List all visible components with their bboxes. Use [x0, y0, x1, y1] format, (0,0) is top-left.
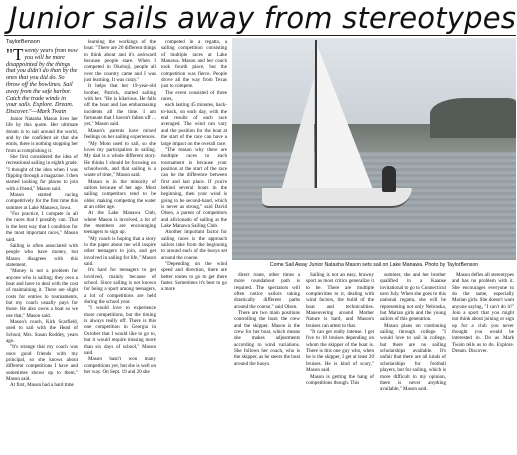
- article-paragraph: Sailing is often associated with people who have money, but Mason disagrees with this statement.: [6, 242, 78, 268]
- article-column-5: [306, 272, 374, 453]
- photo-caption: Come Sail Away Junior Natasha Mason sets sail on Lake Manawa. Photo by TaylorBenson: [269, 262, 479, 268]
- article-column-2: [84, 39, 156, 453]
- pull-quote: [6, 45, 78, 116]
- article-paragraph: Mason is in the minority of sailors because of her age. Most sailing competitors tend to be older, making competing the water at an older age.: [84, 178, 156, 210]
- article-paragraph: "It's strange that my coach was once good friends with my principal, so she knows about different competitions I have and sometimes shows up to them," Mason said.: [6, 344, 78, 383]
- article-paragraph: It's hard for teenagers to get involved, mainly because of school. Since sailing is not known for being a sport among teenagers, a lot of competitions are held during the school year.: [84, 267, 156, 306]
- article-paragraph: "Money is not a problem for anyone who is sailing; they own a boat and have to deal with the cost of maintaining it. There are slight costs for entries to tournaments, but my coach usually pays for those. He also owns a boat so we use that," Mason said.: [6, 268, 78, 319]
- headline: Junior sails away from stereotypes: [9, 1, 517, 35]
- article-paragraph: "My Mom used to sail, so she loves my participation in sailing. My dad is a whole different story. He thinks I should be focusing on schoolwork, and that sailing is a waste of time," Mason said.: [84, 140, 156, 179]
- article-paragraph: competed in a regatta, a sailing competition consisting of multiple races at Lake Manawa. Mason and her coach took fourth place, but the competition was fierce. People drove all the way from Texas just to compete.: [161, 39, 227, 90]
- article-paragraph: "The reason why there are multiple races to each tournament is because your position at the start of the race can be the difference between first and last place. If you're behind several boats in the beginning, then your wind is going to be second-hand, which is never as strong," said David Olsen, a parent of competitors and aficionado of sailing at the Lake Manawa Sailing Club.: [161, 146, 227, 229]
- article-paragraph: "I would love to experience more competitions, but the timing is always really off. There is this one competition in Georgia in October that I would like to go to, but it would require missing more than six days of school," Mason said.: [84, 305, 156, 356]
- article-paragraph: Mason's coach, Kirk Scarfield, used to sail with the Head of School, Mrs. Susan Roddey, years ago.: [6, 318, 78, 344]
- article-paragraph: "It can get really intense. I get five to 10 bruises depending on whom the skipper of the boat is. There is this one guy who, when he is the skipper, I get at least 20 bruises. He is kind of scary," Mason said.: [306, 329, 374, 374]
- article-paragraph: direct route, other times a more roundabout path is required. The spectators will often notice sailors taking drastically different paths around the course," said Olsen.: [234, 272, 300, 310]
- article-paragraph: At the Lake Manawa Club, where Mason is involved, a lot of the members are encouraging teenagers to sign up.: [84, 210, 156, 236]
- article-paragraph: "For practice, I compete in all the races that I possibly can. That is the best way that I condition for the most important races," Mason said.: [6, 211, 78, 243]
- article-column-6: [380, 272, 446, 453]
- article-paragraph: The event consisted of three races,: [161, 89, 227, 103]
- article-paragraph: Another important factor for sailing races is the approach sailors take from the beginning to around each of the buoys set around the course.: [161, 229, 227, 261]
- photo-trees: [430, 98, 516, 138]
- article-paragraph: It helps that her 19-year-old brother, Patrick, started sailing with her. "He is hilarious. He falls off the boat and has embarrassing incidents all the time. I am fortunate that I haven't fallen off ... yet," Mason said.: [84, 83, 156, 128]
- article-paragraph: Sailing is not an easy, brawny sport as most critics generalize it to be. There are multiple complexities to it, dealing with wind factors, the build of the boat and technicalities. Maneuvering around Mother Nature is hard, and Mason's bruises can attest to that.: [306, 272, 374, 329]
- photo-mast: [315, 40, 317, 200]
- headline-rule: [4, 35, 516, 36]
- photo-sailor: [382, 166, 396, 192]
- article-column-7: [452, 272, 514, 453]
- article-column-4: [234, 272, 300, 453]
- article-paragraph: "My coach is hoping that a story in the paper about me will inspire other teenagers to join, and get involved in sailing for life," Mason said.: [84, 235, 156, 268]
- pull-quote-dropcap: "T: [6, 45, 24, 64]
- pull-quote-text: wenty years from now you will be more disappointed by the things that you didn't do than by the ones that you did do. So throw off the bowlines. Sail away from the safe harbor. Catch the trade winds in your sails. Explore. Dream. Discover."—Mark Twain: [6, 48, 78, 116]
- article-column-1: [6, 39, 78, 453]
- article-paragraph: Mason hasn't won many competitions yet, but she is well on her way. On Sept. 19 and 20 she: [84, 356, 156, 375]
- photo-jib-sail: [280, 78, 314, 194]
- byline: TaylorBenson: [6, 39, 40, 45]
- article-paragraph: summer, she and her brother qualified in a Kaanse invitational to go to Connecticut next July. When she goes to this national regatta, she will be representing not only Nebraska, but Marian girls and the young sailors of this generation.: [380, 272, 446, 323]
- article-paragraph: Mason started racing competitively for the first time this summer at Lake Manawa, Iowa.: [6, 192, 78, 211]
- article-paragraph: Junior Natasha Mason lives her life by this quote. Her ultimate dream is to sail around the world, and by the confident air that she emits, there is nothing stopping her from accomplishing it.: [6, 115, 78, 154]
- article-paragraph: Mason plans on continuing sailing through college. "I would love to sail in college, but there are no sailing scholarships available. It's unfair that there are all kinds of scholarships for football players, but for sailing, which is more difficult in my opinion, there is never anything available," Mason said.: [380, 322, 446, 393]
- article-paragraph: She first considered the idea of recreational sailing in eighth grade. "I thought of the idea when I was flipping through a magazine. I then started looking for places to join with a friend," Mason said.: [6, 154, 78, 192]
- article-paragraph: learning the workings of the boat. "There are 20 different things to think about and it's awkward because people stare. When I competed in Okoboji, people all over the country came and I was just learning. It was crazy.": [84, 39, 156, 84]
- sailboat-photo: [232, 38, 516, 260]
- article-paragraph: Mason is getting the hang of competitions though. This: [306, 373, 374, 386]
- photo-main-sail: [316, 42, 374, 192]
- article-paragraph: Mason's parents have mixed feelings on her sailing experiences.: [84, 127, 156, 141]
- article-paragraph: "Depending on the wind speed and direction, there are better routes to go to get there faster. Sometimes it's best to go a more: [161, 261, 227, 293]
- article-paragraph: At first, Mason had a hard time: [10, 382, 74, 389]
- article-paragraph: Mason defies all stereotypes and has no problem with it. She encourages everyone to do the same, especially Marian girls. She doesn't want anyone saying, "I can't do it!" Join a sport that you might not think about joining or sign up for a club you never thought you would be interested in. Do as Mark Twain tells us to do. Explore. Dream. Discover.: [452, 272, 514, 355]
- article-column-3: [161, 39, 227, 453]
- article-paragraph: There are two main positions controlling the boat: the crew and the skipper. Mason is the crew for her boat, which means she makes adjustments according to wind variations. She follows her coach, who is the skipper, as he steers the boat around the buoys.: [234, 310, 300, 367]
- article-paragraph: each lasting 45 minutes, back-to-back, on each day, with the end results of each race averaged. The wind can vary and the position for the boat at the start of the race can have a large impact on the overall race.: [161, 102, 227, 147]
